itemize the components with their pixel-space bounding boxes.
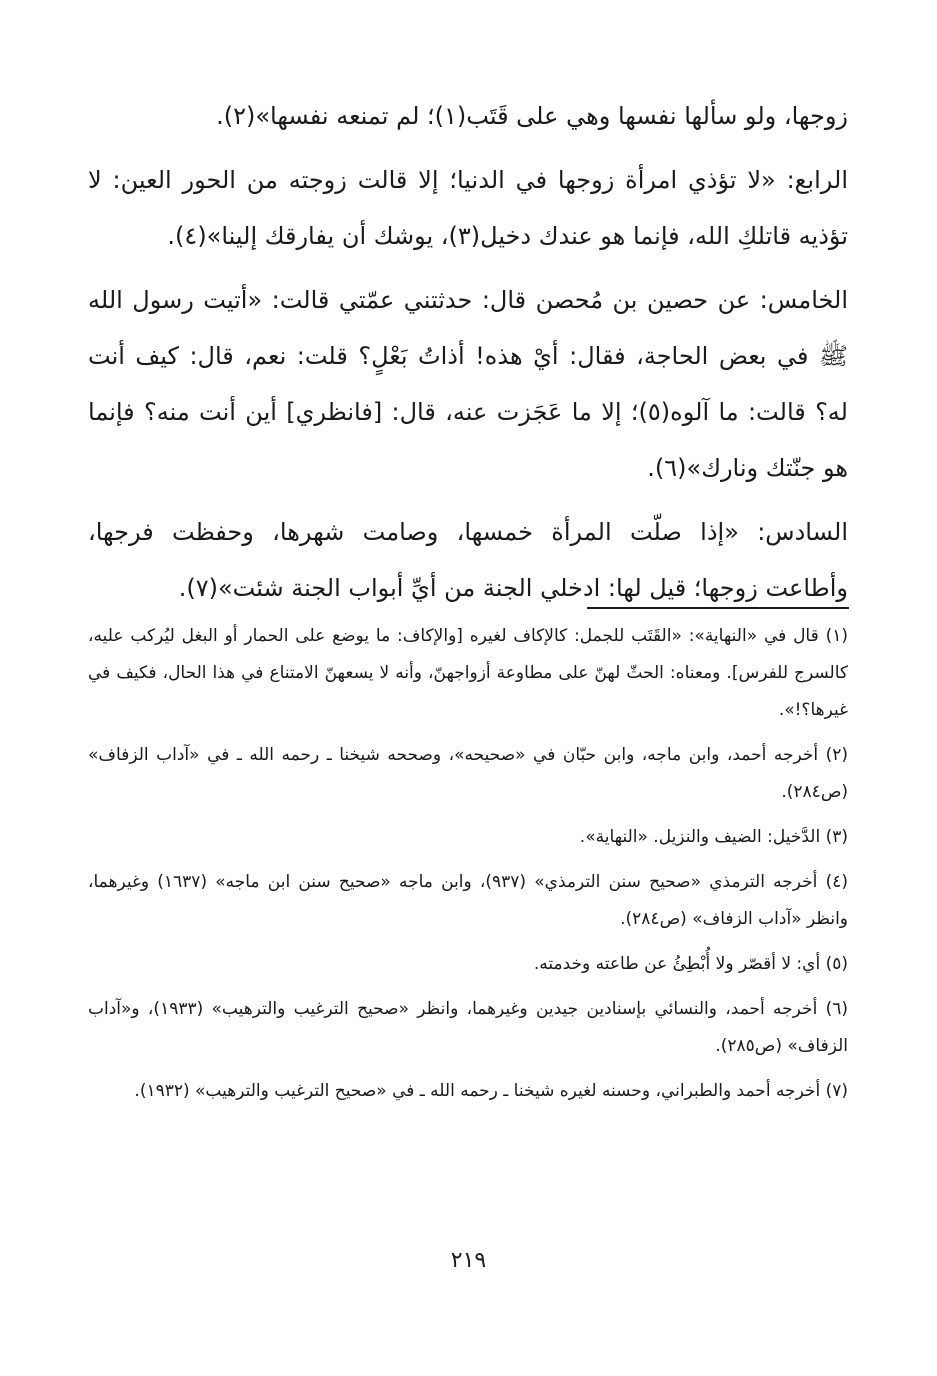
main-text [88,88,848,624]
paragraph-fifth: الخامس: عن حصين بن مُحصن قال: حدثتني عمّتي قالت: «أتيت رسول الله ﷺ في بعض الحاجة، فقال: أيْ هذه! أذاتُ بَعْلٍ؟ قلت: نعم، قال: كيف أنت له؟ قالت: ما آلوه(٥)؛ إلا ما عَجَزت عنه، قال: [فانظري] أين أنت منه؟ فإنما هو جنّتك ونارك»(٦). [88,286,848,482]
paragraph-continuation: زوجها، ولو سألها نفسها وهي على قَتَب(١)؛ لم تمنعه نفسها»(٢). [216,102,848,130]
footnote-3: (٣) الدَّخيل: الضيف والنزيل. «النهاية». [579,827,848,847]
footnote-2: (٢) أخرجه أحمد، وابن ماجه، وابن حبّان في «صحيحه»، وصححه شيخنا ـ رحمه الله ـ في «آداب الزفاف» (ص٢٨٤). [88,745,848,802]
footnotes [88,618,848,1118]
page-number: ٢١٩ [450,1248,487,1273]
paragraph-fourth: الرابع: «لا تؤذي امرأة زوجها في الدنيا؛ إلا قالت زوجته من الحور العين: لا تؤذيه قاتلكِ الله، فإنما هو عندك دخيل(٣)، يوشك أن يفارقك إلينا»(٤). [88,166,848,250]
paragraph-sixth: السادس: «إذا صلّت المرأة خمسها، وصامت شهرها، وحفظت فرجها، وأطاعت زوجها؛ قيل لها: ادخلي الجنة من أيِّ أبواب الجنة شئت»(٧). [88,518,848,602]
footnote-1: (١) قال في «النهاية»: «القَتَب للجمل: كالإكاف لغيره [والإكاف: ما يوضع على الحمار أو البغل ليُركب عليه، كالسرج للفرس]. ومعناه: الحثّ لهنّ على مطاوعة أزواجهنّ، وأنه لا يسعهنّ الامتناع في هذا الحال، فكيف في غيرها؟!». [88,626,848,720]
footnote-divider [587,607,849,609]
footnote-5: (٥) أي: لا أقصّر ولا أُبْطِئُ عن طاعته وخدمته. [533,954,848,974]
footnote-4: (٤) أخرجه الترمذي «صحيح سنن الترمذي» (٩٣٧)، وابن ماجه «صحيح سنن ابن ماجه» (١٦٣٧) وغيرهما، وانظر «آداب الزفاف» (ص٢٨٤). [88,872,848,929]
footnote-7: (٧) أخرجه أحمد والطبراني، وحسنه لغيره شيخنا ـ رحمه الله ـ في «صحيح الترغيب والترهيب» (١٩٣٢). [134,1081,848,1101]
footnote-6: (٦) أخرجه أحمد، والنسائي بإسنادين جيدين وغيرهما، وانظر «صحيح الترغيب والترهيب» (١٩٣٣)، و«آداب الزفاف» (ص٢٨٥). [88,999,849,1056]
